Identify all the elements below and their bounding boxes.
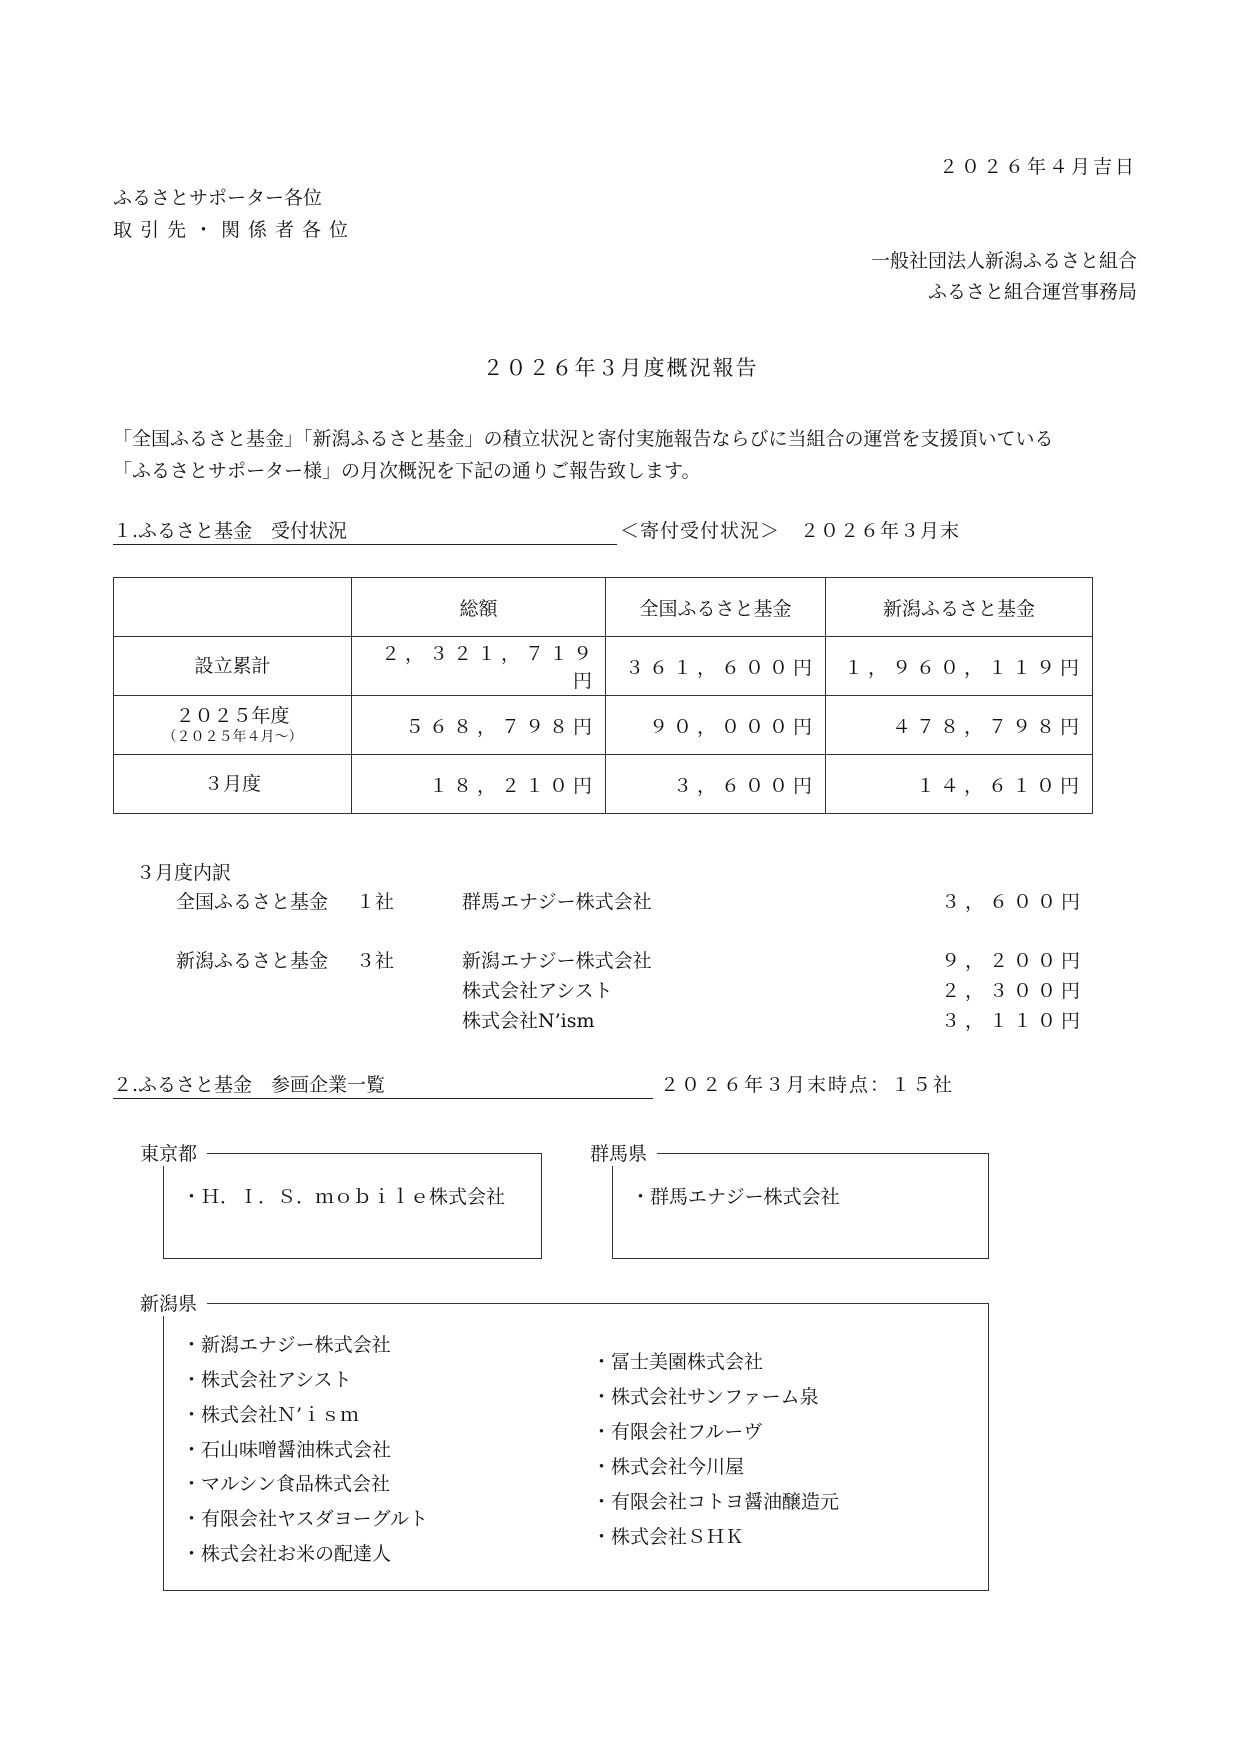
breakdown-row	[0, 976, 1241, 1004]
company-item: ・株式会社アシスト	[182, 1369, 352, 1391]
table-cell: ２，３２１，７１９円	[352, 637, 606, 696]
intro-paragraph-line: 「ふるさとサポーター様」の月次概況を下記の通りご報告致します。	[113, 460, 701, 482]
row-label-text: 設立累計	[194, 654, 271, 677]
table-row	[114, 696, 1093, 755]
table-header-cell: 全国ふるさと基金	[606, 578, 826, 637]
table-row	[114, 755, 1093, 814]
table-cell: ９０，０００円	[606, 696, 826, 755]
table-header-row	[114, 578, 1093, 637]
section-heading: ２.ふるさと基金 参画企業一覧	[113, 1070, 653, 1099]
company-item: ・有限会社ヤスダヨーグルト	[182, 1508, 429, 1530]
section-subheading: ＜寄付受付状況＞ ２０２６年３月末	[620, 520, 961, 542]
intro-paragraph-line: 「全国ふるさと基金」「新潟ふるさと基金」の積立状況と寄付実施報告ならびに当組合の運営を支援頂いている	[113, 428, 1054, 450]
breakdown-fund: 全国ふるさと基金	[176, 891, 329, 913]
breakdown-amount: ２，３００円	[940, 980, 1085, 1002]
prefecture-box-tokyo	[163, 1153, 542, 1259]
table-cell: １，９６０，１１９円	[826, 637, 1093, 696]
breakdown-amount: ３，１１０円	[940, 1010, 1085, 1032]
company-item: ・株式会社ＳＨＫ	[592, 1526, 745, 1548]
company-item: ・有限会社フルーヴ	[592, 1421, 763, 1443]
table-cell: ５６８，７９８円	[352, 696, 606, 755]
company-item: ・Ｈ．Ｉ．Ｓ．ｍｏｂｉｌｅ株式会社	[182, 1186, 506, 1208]
section-heading: １.ふるさと基金 受付状況	[113, 516, 617, 545]
recipient-line: ふるさとサポーター各位	[113, 187, 323, 209]
prefecture-label-gunma: 群馬県	[590, 1139, 657, 1166]
table-row	[114, 637, 1093, 696]
table-cell: １４，６１０円	[826, 755, 1093, 814]
sender-organization: 一般社団法人新潟ふるさと組合	[870, 250, 1137, 272]
document-date: ２０２６年４月吉日	[938, 156, 1137, 178]
prefecture-label-tokyo: 東京都	[140, 1139, 207, 1166]
section-subheading: ２０２６年３月末時点：１５社	[660, 1074, 955, 1096]
company-item: ・株式会社サンファーム泉	[592, 1386, 819, 1408]
breakdown-row	[0, 887, 1241, 915]
breakdown-company: 群馬エナジー株式会社	[462, 891, 652, 913]
prefecture-box-gunma	[612, 1153, 989, 1259]
breakdown-title: ３月度内訳	[136, 862, 232, 884]
prefecture-box-niigata	[163, 1303, 989, 1591]
company-item: ・有限会社コトヨ醤油醸造元	[592, 1491, 840, 1513]
breakdown-count: ３社	[356, 950, 395, 972]
breakdown-amount: ９，２００円	[940, 950, 1085, 972]
company-item: ・株式会社今川屋	[592, 1456, 745, 1478]
company-item: ・マルシン食品株式会社	[182, 1473, 391, 1495]
company-item: ・株式会社お米の配達人	[182, 1543, 392, 1565]
row-label	[114, 637, 352, 696]
company-item: ・冨士美園株式会社	[592, 1351, 764, 1373]
breakdown-amount: ３，６００円	[940, 891, 1085, 913]
row-label-text: ２０２５年度	[175, 704, 290, 727]
breakdown-row	[0, 1006, 1241, 1034]
row-label-text: ３月度	[203, 772, 261, 795]
row-label	[114, 696, 352, 755]
row-label	[114, 755, 352, 814]
company-item: ・石山味噌醤油株式会社	[182, 1439, 392, 1461]
breakdown-count: １社	[356, 891, 395, 913]
table-header-cell: 新潟ふるさと基金	[826, 578, 1093, 637]
table-cell: ４７８，７９８円	[826, 696, 1093, 755]
row-sublabel: （２０２５年４月～）	[162, 729, 303, 746]
recipient-line: 取引先・関係者各位	[113, 219, 357, 241]
table-cell: ３，６００円	[606, 755, 826, 814]
sender-office: ふるさと組合運営事務局	[927, 281, 1137, 303]
company-item: ・新潟エナジー株式会社	[182, 1334, 391, 1356]
prefecture-label-niigata: 新潟県	[140, 1289, 207, 1316]
table-cell: １８，２１０円	[352, 755, 606, 814]
breakdown-company: 新潟エナジー株式会社	[462, 950, 652, 972]
breakdown-company: 株式会社アシスト	[462, 980, 613, 1002]
breakdown-fund: 新潟ふるさと基金	[176, 950, 329, 972]
table-header-cell	[114, 578, 352, 637]
table-cell: ３６１，６００円	[606, 637, 826, 696]
donation-summary-table	[113, 577, 1093, 814]
table-header-cell: 総額	[352, 578, 606, 637]
company-item: ・群馬エナジー株式会社	[631, 1186, 840, 1208]
document-title: ２０２６年３月度概況報告	[482, 356, 759, 380]
breakdown-company: 株式会社N’ism	[462, 1010, 595, 1032]
breakdown-row	[0, 946, 1241, 974]
company-item: ・株式会社Ｎ’ｉｓｍ	[182, 1404, 360, 1426]
